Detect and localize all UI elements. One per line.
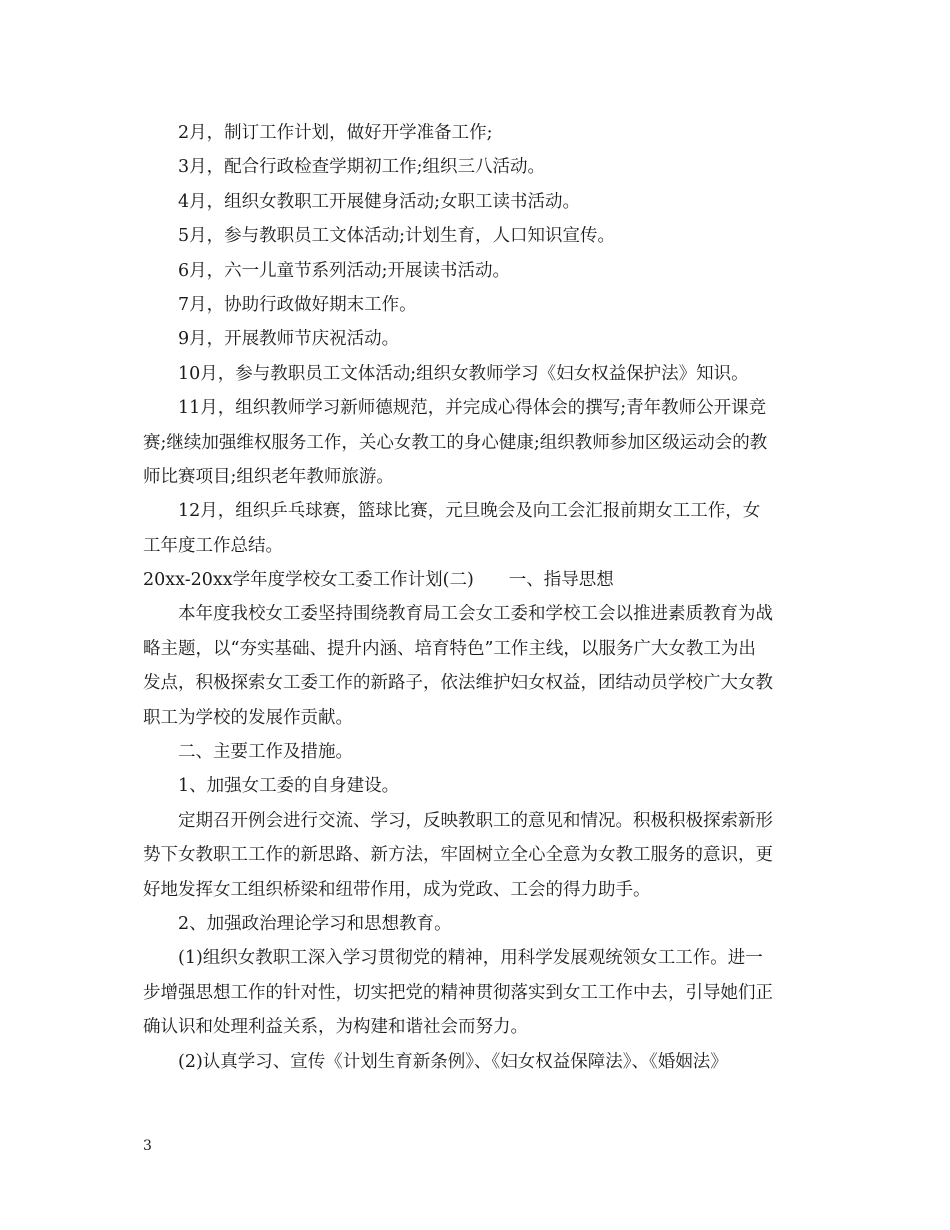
text-line: 7月，协助行政做好期末工作。 (178, 294, 417, 315)
text-line: 1、加强女工委的自身建设。 (178, 776, 400, 797)
text-line: (2)认真学习、宣传《计划生育新条例》、《妇女权益保障法》、《婚姻法》 (178, 1051, 728, 1072)
text-line: 定期召开例会进行交流、学习，反映教职工的意见和情况。积极积极探索新形 (178, 810, 773, 831)
text-line: 20xx-20xx学年度学校女工委工作计划(二) 一、指导思想 (143, 570, 614, 591)
text-line: 好地发挥女工组织桥梁和纽带作用，成为党政、工会的得力助手。 (143, 879, 651, 900)
text-line: 步增强思想工作的针对性，切实把党的精神贯彻落实到女工工作中去，引导她们正 (143, 982, 773, 1003)
text-line: 4月，组织女教职工开展健身活动;女职工读书活动。 (178, 191, 581, 212)
text-line: 12月，组织乒乓球赛，篮球比赛，元旦晚会及向工会汇报前期女工工作，女 (178, 501, 761, 522)
text-line: 6月，六一儿童节系列活动;开展读书活动。 (178, 260, 511, 281)
document-body (143, 116, 813, 1079)
text-line: 确认识和处理利益关系，为构建和谐社会而努力。 (143, 1017, 528, 1038)
text-line: 职工为学校的发展作贡献。 (143, 707, 353, 728)
text-line: 11月，组织教师学习新师德规范，并完成心得体会的撰写;青年教师公开课竞 (178, 398, 767, 419)
text-line: 赛;继续加强维权服务工作，关心女教工的身心健康;组织教师参加区级运动会的教 (143, 432, 768, 453)
page-number: 3 (143, 1138, 152, 1154)
text-line: (1)组织女教职工深入学习贯彻党的精神，用科学发展观统领女工工作。进一 (178, 948, 763, 969)
text-line: 2月，制订工作计划，做好开学准备工作; (178, 123, 493, 143)
text-line: 工年度工作总结。 (143, 535, 283, 556)
text-line: 5月，参与教职员工文体活动;计划生育，人口知识宣传。 (178, 226, 616, 247)
text-line: 9月，开展教师节庆祝活动。 (178, 329, 400, 350)
text-line: 本年度我校女工委坚持围绕教育局工会女工委和学校工会以推进素质教育为战 (178, 604, 773, 625)
text-line: 势下女教职工工作的新思路、新方法，牢固树立全心全意为女教工服务的意识，更 (143, 845, 773, 866)
text-line: 发点，积极探索女工委工作的新路子，依法维护妇女权益，团结动员学校广大女教 (143, 673, 773, 694)
text-line: 10月，参与教职员工文体活动;组织女教师学习《妇女权益保护法》知识。 (178, 363, 749, 384)
text-line: 师比赛项目;组织老年教师旅游。 (143, 466, 394, 487)
text-line: 略主题，以“夯实基础、提升内涵、培育特色”工作主线，以服务广大女教工为出 (143, 638, 756, 659)
text-line: 二、主要工作及措施。 (178, 742, 353, 763)
text-line: 2、加强政治理论学习和思想教育。 (178, 913, 452, 934)
text-line: 3月，配合行政检查学期初工作;组织三八活动。 (178, 157, 546, 178)
